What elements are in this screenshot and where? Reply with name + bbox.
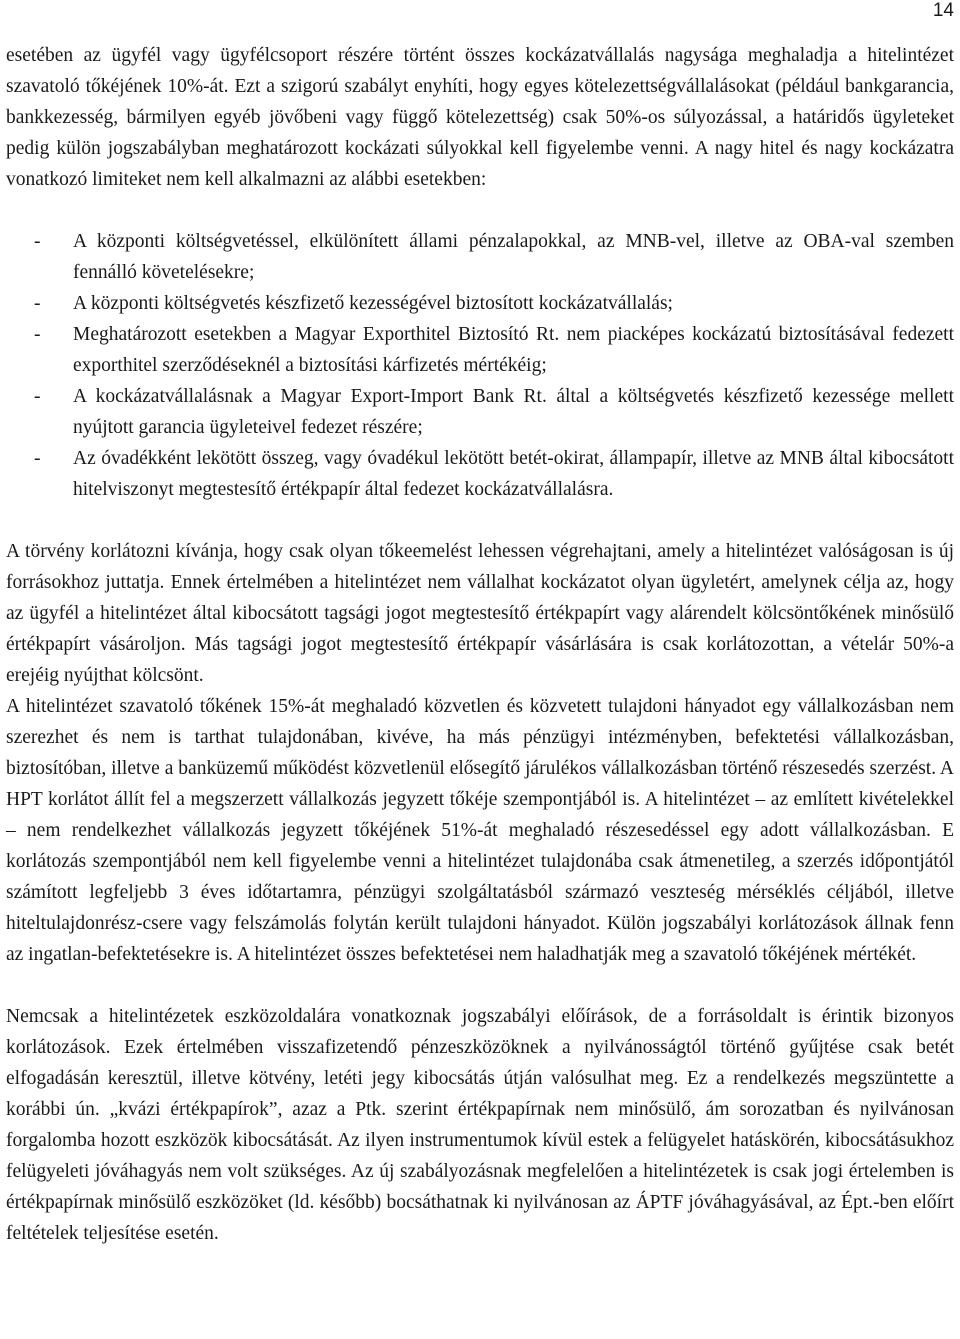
page-number: 14 [932, 0, 954, 21]
dash-bullet: - [34, 324, 41, 345]
paragraph-intro: esetében az ügyfél vagy ügyfélcsoport részére történt összes kockázatvállalás nagysága meghaladja a hitelintézet szavatoló tőkéjének 10%-át. Ezt a szigorú szabályt enyhíti, hogy egyes kötelezettségvállalásokat (például bankgarancia, bankkezesség, bármilyen egyéb jövőbeni vagy függő kötelezettség) csak 50%-os súlyozással, a határidős ügyleteket pedig külön jogszabályban meghatározott kockázati súlyokkal kell figyelembe venni. A nagy hitel és nagy kockázatra vonatkozó limiteket nem kell alkalmazni az alábbi esetekben: [6, 45, 954, 190]
list-item [6, 288, 954, 319]
spacer [6, 195, 954, 226]
paragraph-funding-restrictions: Nemcsak a hitelintézetek eszközoldalára vonatkoznak jogszabályi előírások, de a forrásoldalt is érintik bizonyos korlátozások. Ezek értelmében visszafizetendő pénzeszközöknek a nyilvánosságtól történő gyűjtése csak betét elfogadásán keresztül, illetve kötvény, letéti jegy kibocsátás útján valósulhat meg. Ez a rendelkezés megszüntette a korábbi ún. „kvázi értékpapírok”, azaz a Ptk. szerint értékpapírnak nem minősülő, ám sorozatban és nyilvánosan forgalomba hozott eszközök kibocsátását. Az ilyen instrumentumok kívül estek a felügyelet hatáskörén, kibocsátásukhoz felügyeleti jóváhagyás nem volt szükséges. Az új szabályozásnak megfelelően a hitelintézetek is csak jogi értelemben is értékpapírnak minősülő eszközöket (ld. később) bocsáthatnak ki nyilvánosan az ÁPTF jóváhagyásával, az Épt.-ben előírt feltételek teljesítése esetén. [6, 1006, 954, 1244]
dash-bullet: - [34, 293, 41, 314]
list-item-text: A központi költségvetés készfizető kezességével biztosított kockázatvállalás; [73, 293, 673, 314]
list-item [6, 226, 954, 288]
spacer [6, 505, 954, 536]
document-body [6, 40, 954, 1249]
list-item-text: Meghatározott esetekben a Magyar Exporthitel Biztosító Rt. nem piacképes kockázatú biztosításával fedezett exporthitel szerződéseknél a biztosítási kárfizetés mértékéig; [73, 324, 954, 376]
list-item [6, 381, 954, 443]
list-item-text: A központi költségvetéssel, elkülönített állami pénzalapokkal, az MNB-vel, illetve az OBA-val szemben fennálló követelésekre; [73, 231, 954, 283]
paragraph-ownership-limits: A hitelintézet szavatoló tőkének 15%-át meghaladó közvetlen és közvetett tulajdoni hányadot egy vállalkozásban nem szerezhet és nem is tarthat tulajdonában, kivéve, ha más pénzügyi intézményben, befektetési vállalkozásban, biztosítóban, illetve a banküzemű működést közvetlenül elősegítő járulékos vállalkozásban történő részesedés szerzést. A HPT korlátot állít fel a megszerzett vállalkozás jegyzett tőkéje szempontjából is. A hitelintézet – az említett kivételekkel – nem rendelkezhet vállalkozás jegyzett tőkéjének 51%-át meghaladó részesedéssel egy adott vállalkozásban. E korlátozás szempontjából nem kell figyelembe venni a hitelintézet tulajdonába csak átmenetileg, a szerzés időpontjától számított legfeljebb 3 éves időtartamra, pénzügyi szolgáltatásból származó veszteség mérséklés céljából, illetve hiteltulajdonrész-csere vagy felszámolás folytán került tulajdoni hányadot. Külön jogszabályi korlátozások állnak fenn az ingatlan-befektetésekre is. A hitelintézet összes befektetései nem haladhatják meg a szavatoló tőkéjének mértékét. [6, 696, 954, 965]
list-item-text: Az óvadékként lekötött összeg, vagy óvadékul lekötött betét-okirat, állampapír, illetve az MNB által kibocsátott hitelviszonyt megtestesítő értékpapír által fedezet kockázatvállalásra. [73, 448, 954, 500]
list-item [6, 443, 954, 505]
dash-bullet: - [34, 448, 41, 469]
spacer [6, 970, 954, 1001]
dash-bullet: - [34, 231, 41, 252]
list-item-text: A kockázatvállalásnak a Magyar Export-Import Bank Rt. által a költségvetés készfizető kezessége mellett nyújtott garancia ügyleteivel fedezet részére; [73, 386, 954, 438]
dash-bullet: - [34, 386, 41, 407]
list-item [6, 319, 954, 381]
exception-list [6, 226, 954, 505]
paragraph-capital-increase: A törvény korlátozni kívánja, hogy csak olyan tőkeemelést lehessen végrehajtani, amely a hitelintézet valóságosan is új forrásokhoz juttatja. Ennek értelmében a hitelintézet nem vállalhat kockázatot olyan ügyletért, amelynek célja az, hogy az ügyfél a hitelintézet által kibocsátott tagsági jogot megtestesítő értékpapírt vagy alárendelt kölcsöntőkének minősülő értékpapírt vásároljon. Más tagsági jogot megtestesítő értékpapír vásárlására is csak korlátozottan, a vételár 50%-a erejéig nyújthat kölcsönt. [6, 541, 954, 686]
